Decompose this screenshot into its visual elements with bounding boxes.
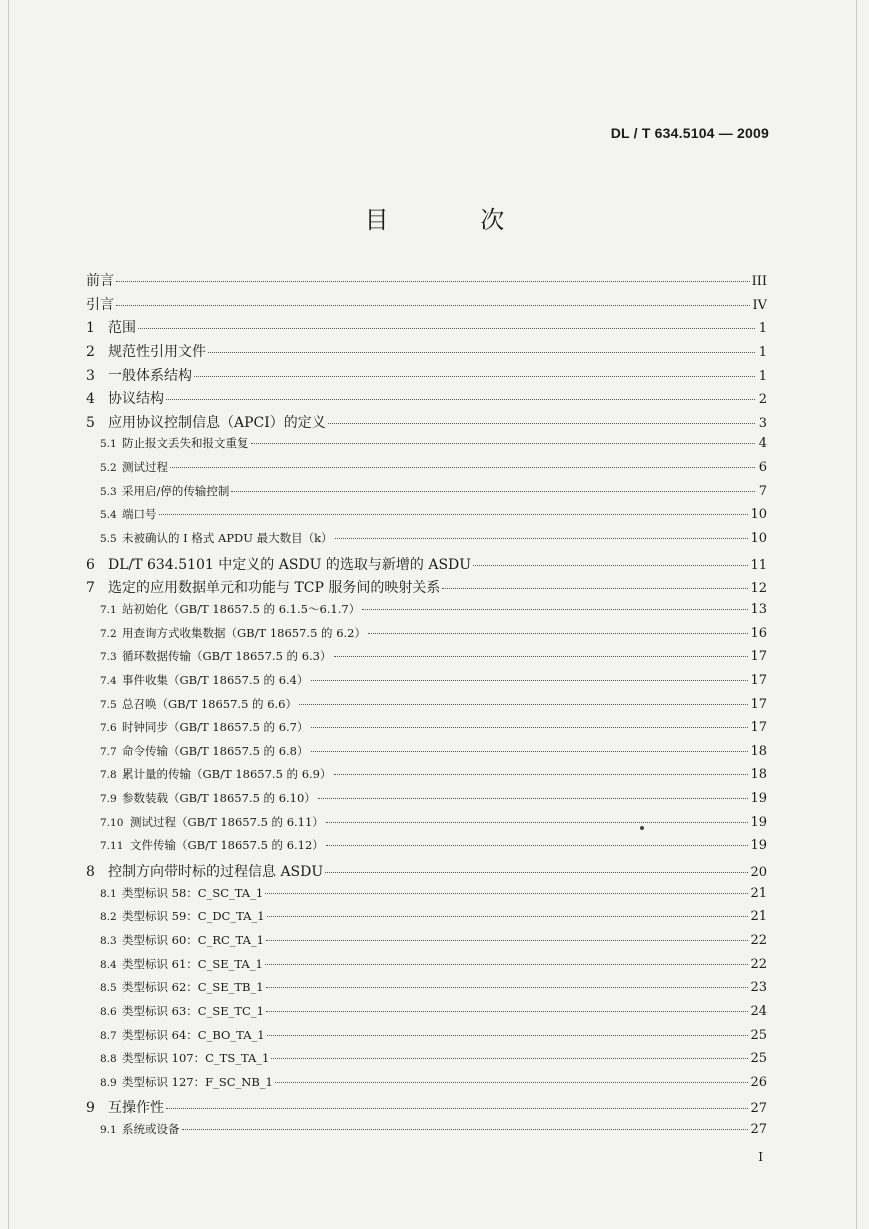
scan-speck [640, 826, 644, 830]
dot-leader [334, 655, 749, 657]
toc-entry-page: 19 [750, 791, 767, 807]
dot-leader [265, 963, 749, 965]
toc-entry-page: 1 [758, 321, 767, 337]
dot-leader [251, 442, 756, 444]
dot-leader [159, 513, 749, 515]
toc-entry-page: 18 [750, 767, 767, 783]
toc-entry-title: 前言 [86, 273, 114, 289]
toc-entry-number: 8.2 [100, 911, 117, 924]
toc-entry-page: 22 [750, 956, 767, 972]
toc-entry-number: 7.8 [100, 769, 117, 782]
toc-entry[interactable] [86, 341, 767, 365]
toc-entry-title: 类型标识 62：C_SE_TB_1 [122, 980, 264, 995]
toc-entry-number: 6 [86, 556, 95, 573]
toc-entry-page: III [751, 274, 767, 289]
toc-entry-title: 应用协议控制信息（APCI）的定义 [108, 414, 326, 431]
toc-entry[interactable] [86, 932, 767, 956]
dot-leader [267, 1034, 749, 1036]
toc-entry-title: 一般体系结构 [108, 367, 192, 384]
dot-leader [170, 466, 755, 468]
dot-leader [138, 327, 755, 329]
toc-entry[interactable] [86, 577, 767, 601]
toc-entry[interactable] [86, 388, 767, 412]
toc-entry[interactable] [86, 554, 767, 578]
toc-entry-page: 27 [750, 1122, 767, 1138]
toc-entry-page: 17 [750, 672, 767, 688]
toc-entry-page: 23 [750, 980, 767, 996]
dot-leader [311, 726, 749, 728]
toc-entry[interactable] [86, 270, 767, 294]
toc-entry-title: 采用启/停的传输控制 [122, 483, 230, 498]
toc-entry-page: 1 [758, 344, 767, 360]
toc-entry[interactable] [86, 814, 767, 838]
toc-entry-page: 10 [750, 507, 767, 523]
toc-entry-page: 12 [750, 581, 767, 597]
toc-entry[interactable] [86, 837, 767, 861]
dot-leader [335, 537, 749, 539]
toc-entry-number: 5 [86, 414, 95, 431]
toc-entry-page: 16 [750, 625, 767, 641]
toc-entry-page: 20 [750, 865, 767, 881]
toc-entry-title: 类型标识 63：C_SE_TC_1 [122, 1003, 264, 1018]
dot-leader [231, 490, 755, 492]
toc-entry[interactable] [86, 483, 767, 507]
toc-entry-number: 7 [86, 580, 95, 597]
toc-entry-page: 2 [758, 392, 767, 408]
toc-entry[interactable] [86, 956, 767, 980]
toc-entry[interactable] [86, 506, 767, 530]
toc-entry-number: 5.3 [100, 485, 117, 498]
toc-entry-number: 8.8 [100, 1053, 117, 1066]
toc-entry-number: 4 [86, 391, 95, 408]
toc-entry[interactable] [86, 1097, 767, 1121]
toc-entry-number: 7.4 [100, 674, 117, 687]
toc-entry-page: 11 [750, 557, 767, 573]
toc-entry-number: 8.5 [100, 982, 117, 995]
toc-entry-page: 18 [750, 743, 767, 759]
toc-entry-page: 4 [758, 436, 767, 452]
toc-entry[interactable] [86, 317, 767, 341]
toc-entry-page: 19 [750, 814, 767, 830]
toc-entry-page: 21 [750, 909, 767, 925]
toc-entry-page: 3 [758, 415, 767, 431]
dot-leader [334, 773, 749, 775]
toc-entry-title: 端口号 [122, 507, 157, 522]
toc-entry-title: 类型标识 64：C_BO_TA_1 [122, 1027, 265, 1042]
dot-leader [328, 422, 755, 424]
toc-entry-number: 5.5 [100, 533, 117, 546]
dot-leader [311, 679, 749, 681]
toc-entry[interactable] [86, 1003, 767, 1027]
page-title: 目 次 [364, 206, 547, 234]
toc-entry[interactable] [86, 908, 767, 932]
toc-entry[interactable] [86, 648, 767, 672]
toc-entry-number: 9.1 [100, 1124, 117, 1137]
toc-entry-number: 2 [86, 343, 95, 360]
toc-entry-title: 测试过程（GB/T 18657.5 的 6.11） [130, 814, 324, 829]
dot-leader [442, 587, 748, 589]
toc-entry[interactable] [86, 743, 767, 767]
toc-entry-title: 类型标识 127：F_SC_NB_1 [122, 1074, 273, 1089]
toc-entry-title: 类型标识 60：C_RC_TA_1 [122, 932, 264, 947]
toc-entry[interactable] [86, 530, 767, 554]
toc-entry-title: 防止报文丢失和报文重复 [122, 436, 249, 451]
toc-entry-number: 8.9 [100, 1076, 117, 1089]
toc-entry-title: 系统或设备 [122, 1122, 180, 1137]
toc-entry[interactable] [86, 696, 767, 720]
dot-leader [208, 351, 755, 353]
toc-entry-title: DL/T 634.5101 中定义的 ASDU 的选取与新增的 ASDU [108, 556, 472, 573]
toc-entry-title: 引言 [86, 296, 114, 313]
dot-leader [267, 915, 749, 917]
toc-entry-title: 参数装载（GB/T 18657.5 的 6.10） [122, 791, 316, 806]
toc-entry-title: 命令传输（GB/T 18657.5 的 6.8） [122, 743, 309, 758]
toc-entry[interactable] [86, 672, 767, 696]
dot-leader [182, 1128, 749, 1130]
toc-entry-page: IV [752, 297, 767, 313]
toc-entry-number: 7.6 [100, 722, 117, 735]
toc-entry-page: 17 [750, 649, 767, 665]
toc-entry-title: 总召唤（GB/T 18657.5 的 6.6） [122, 696, 297, 711]
toc-entry[interactable] [86, 601, 767, 625]
toc-entry-number: 8 [86, 864, 95, 881]
toc-entry-title: 范围 [108, 320, 136, 337]
toc-entry-page: 7 [758, 483, 767, 499]
toc-entry-number: 7.2 [100, 627, 117, 640]
toc-entry-number: 5.4 [100, 509, 117, 522]
dot-leader [311, 750, 749, 752]
page-number: I [758, 1150, 763, 1164]
dot-leader [266, 986, 749, 988]
toc-entry[interactable] [86, 459, 767, 483]
toc-entry-number: 8.4 [100, 958, 117, 971]
toc-entry-title: 类型标识 107：C_TS_TA_1 [122, 1051, 270, 1066]
toc-entry-page: 22 [750, 932, 767, 948]
toc-entry-number: 7.5 [100, 698, 117, 711]
dot-leader [325, 871, 748, 873]
toc-entry-number: 5.2 [100, 462, 117, 475]
toc-entry-number: 7.3 [100, 651, 117, 664]
toc-entry-title: 协议结构 [108, 391, 164, 408]
toc-entry-number: 8.6 [100, 1005, 117, 1018]
dot-leader [362, 608, 748, 610]
toc-entry[interactable] [86, 719, 767, 743]
toc-entry-page: 25 [750, 1051, 767, 1067]
toc-entry-title: 类型标识 58：C_SC_TA_1 [122, 885, 264, 900]
toc-entry[interactable] [86, 625, 767, 649]
dot-leader [116, 280, 750, 282]
dot-leader [326, 821, 749, 823]
dot-leader [166, 398, 755, 400]
toc-entry-title: 规范性引用文件 [108, 343, 206, 360]
toc-entry-number: 8.3 [100, 934, 117, 947]
toc-entry-number: 7.7 [100, 745, 117, 758]
toc-entry-number: 1 [86, 320, 95, 337]
toc-entry[interactable] [86, 412, 767, 436]
toc-entry-title: 控制方向带时标的过程信息 ASDU [108, 864, 324, 881]
toc-entry[interactable] [86, 861, 767, 885]
toc-entry-number: 3 [86, 367, 95, 384]
toc-entry-page: 6 [758, 460, 767, 476]
toc-entry-title: 文件传输（GB/T 18657.5 的 6.12） [130, 838, 324, 853]
toc-entry-title: 时钟同步（GB/T 18657.5 的 6.7） [122, 720, 309, 735]
toc-entry-page: 21 [750, 885, 767, 901]
toc-entry-page: 13 [750, 601, 767, 617]
toc-entry[interactable] [86, 1050, 767, 1074]
dot-leader [271, 1057, 748, 1059]
toc-entry-title: 测试过程 [122, 460, 168, 475]
toc-entry-number: 7.9 [100, 793, 117, 806]
toc-entry-page: 25 [750, 1027, 767, 1043]
scan-edge-right [856, 0, 857, 1229]
toc-entry-number: 5.1 [100, 438, 117, 451]
scan-edge-left [8, 0, 9, 1229]
dot-leader [368, 632, 748, 634]
toc-entry-number: 9 [86, 1100, 95, 1117]
toc-entry-title: 选定的应用数据单元和功能与 TCP 服务间的映射关系 [108, 580, 441, 597]
toc-entry[interactable] [86, 766, 767, 790]
toc-entry-title: 事件收集（GB/T 18657.5 的 6.4） [122, 672, 309, 687]
toc-entry-title: 类型标识 61：C_SE_TA_1 [122, 956, 263, 971]
toc-entry-number: 7.11 [100, 840, 124, 853]
dot-leader [166, 1107, 748, 1109]
toc-entry-number: 8.1 [100, 887, 117, 900]
toc-entry-page: 17 [750, 720, 767, 736]
toc-entry-title: 循环数据传输（GB/T 18657.5 的 6.3） [122, 649, 332, 664]
dot-leader [266, 1010, 749, 1012]
toc-entry-page: 26 [750, 1074, 767, 1090]
toc-entry-title: 累计量的传输（GB/T 18657.5 的 6.9） [122, 767, 332, 782]
dot-leader [266, 939, 748, 941]
toc-entry[interactable] [86, 294, 767, 318]
toc-entry-title: 互操作性 [108, 1100, 164, 1117]
toc-entry[interactable] [86, 1027, 767, 1051]
toc-entry[interactable] [86, 979, 767, 1003]
toc-entry-number: 7.1 [100, 603, 117, 616]
table-of-contents [86, 270, 767, 1145]
dot-leader [318, 797, 749, 799]
dot-leader [299, 703, 748, 705]
toc-entry[interactable] [86, 365, 767, 389]
dot-leader [473, 564, 748, 566]
toc-entry[interactable] [86, 435, 767, 459]
toc-entry-page: 17 [750, 696, 767, 712]
toc-entry-page: 1 [758, 368, 767, 384]
toc-entry-number: 7.10 [100, 816, 124, 829]
toc-entry-page: 24 [750, 1003, 767, 1019]
toc-entry[interactable] [86, 790, 767, 814]
dot-leader [194, 375, 755, 377]
dot-leader [265, 892, 748, 894]
dot-leader [275, 1081, 749, 1083]
toc-entry-page: 10 [750, 531, 767, 547]
toc-entry-title: 用查询方式收集数据（GB/T 18657.5 的 6.2） [122, 625, 366, 640]
toc-entry-title: 类型标识 59：C_DC_TA_1 [122, 909, 265, 924]
toc-entry[interactable] [86, 885, 767, 909]
toc-entry-title: 站初始化（GB/T 18657.5 的 6.1.5～6.1.7） [122, 601, 361, 616]
dot-leader [326, 844, 749, 846]
toc-entry-number: 8.7 [100, 1029, 117, 1042]
toc-entry[interactable] [86, 1121, 767, 1145]
toc-entry[interactable] [86, 1074, 767, 1098]
document-code: DL / T 634.5104 — 2009 [610, 125, 769, 141]
toc-entry-title: 未被确认的 I 格式 APDU 最大数目（k） [122, 531, 333, 546]
toc-entry-page: 27 [750, 1101, 767, 1117]
dot-leader [116, 304, 750, 306]
toc-entry-page: 19 [750, 838, 767, 854]
